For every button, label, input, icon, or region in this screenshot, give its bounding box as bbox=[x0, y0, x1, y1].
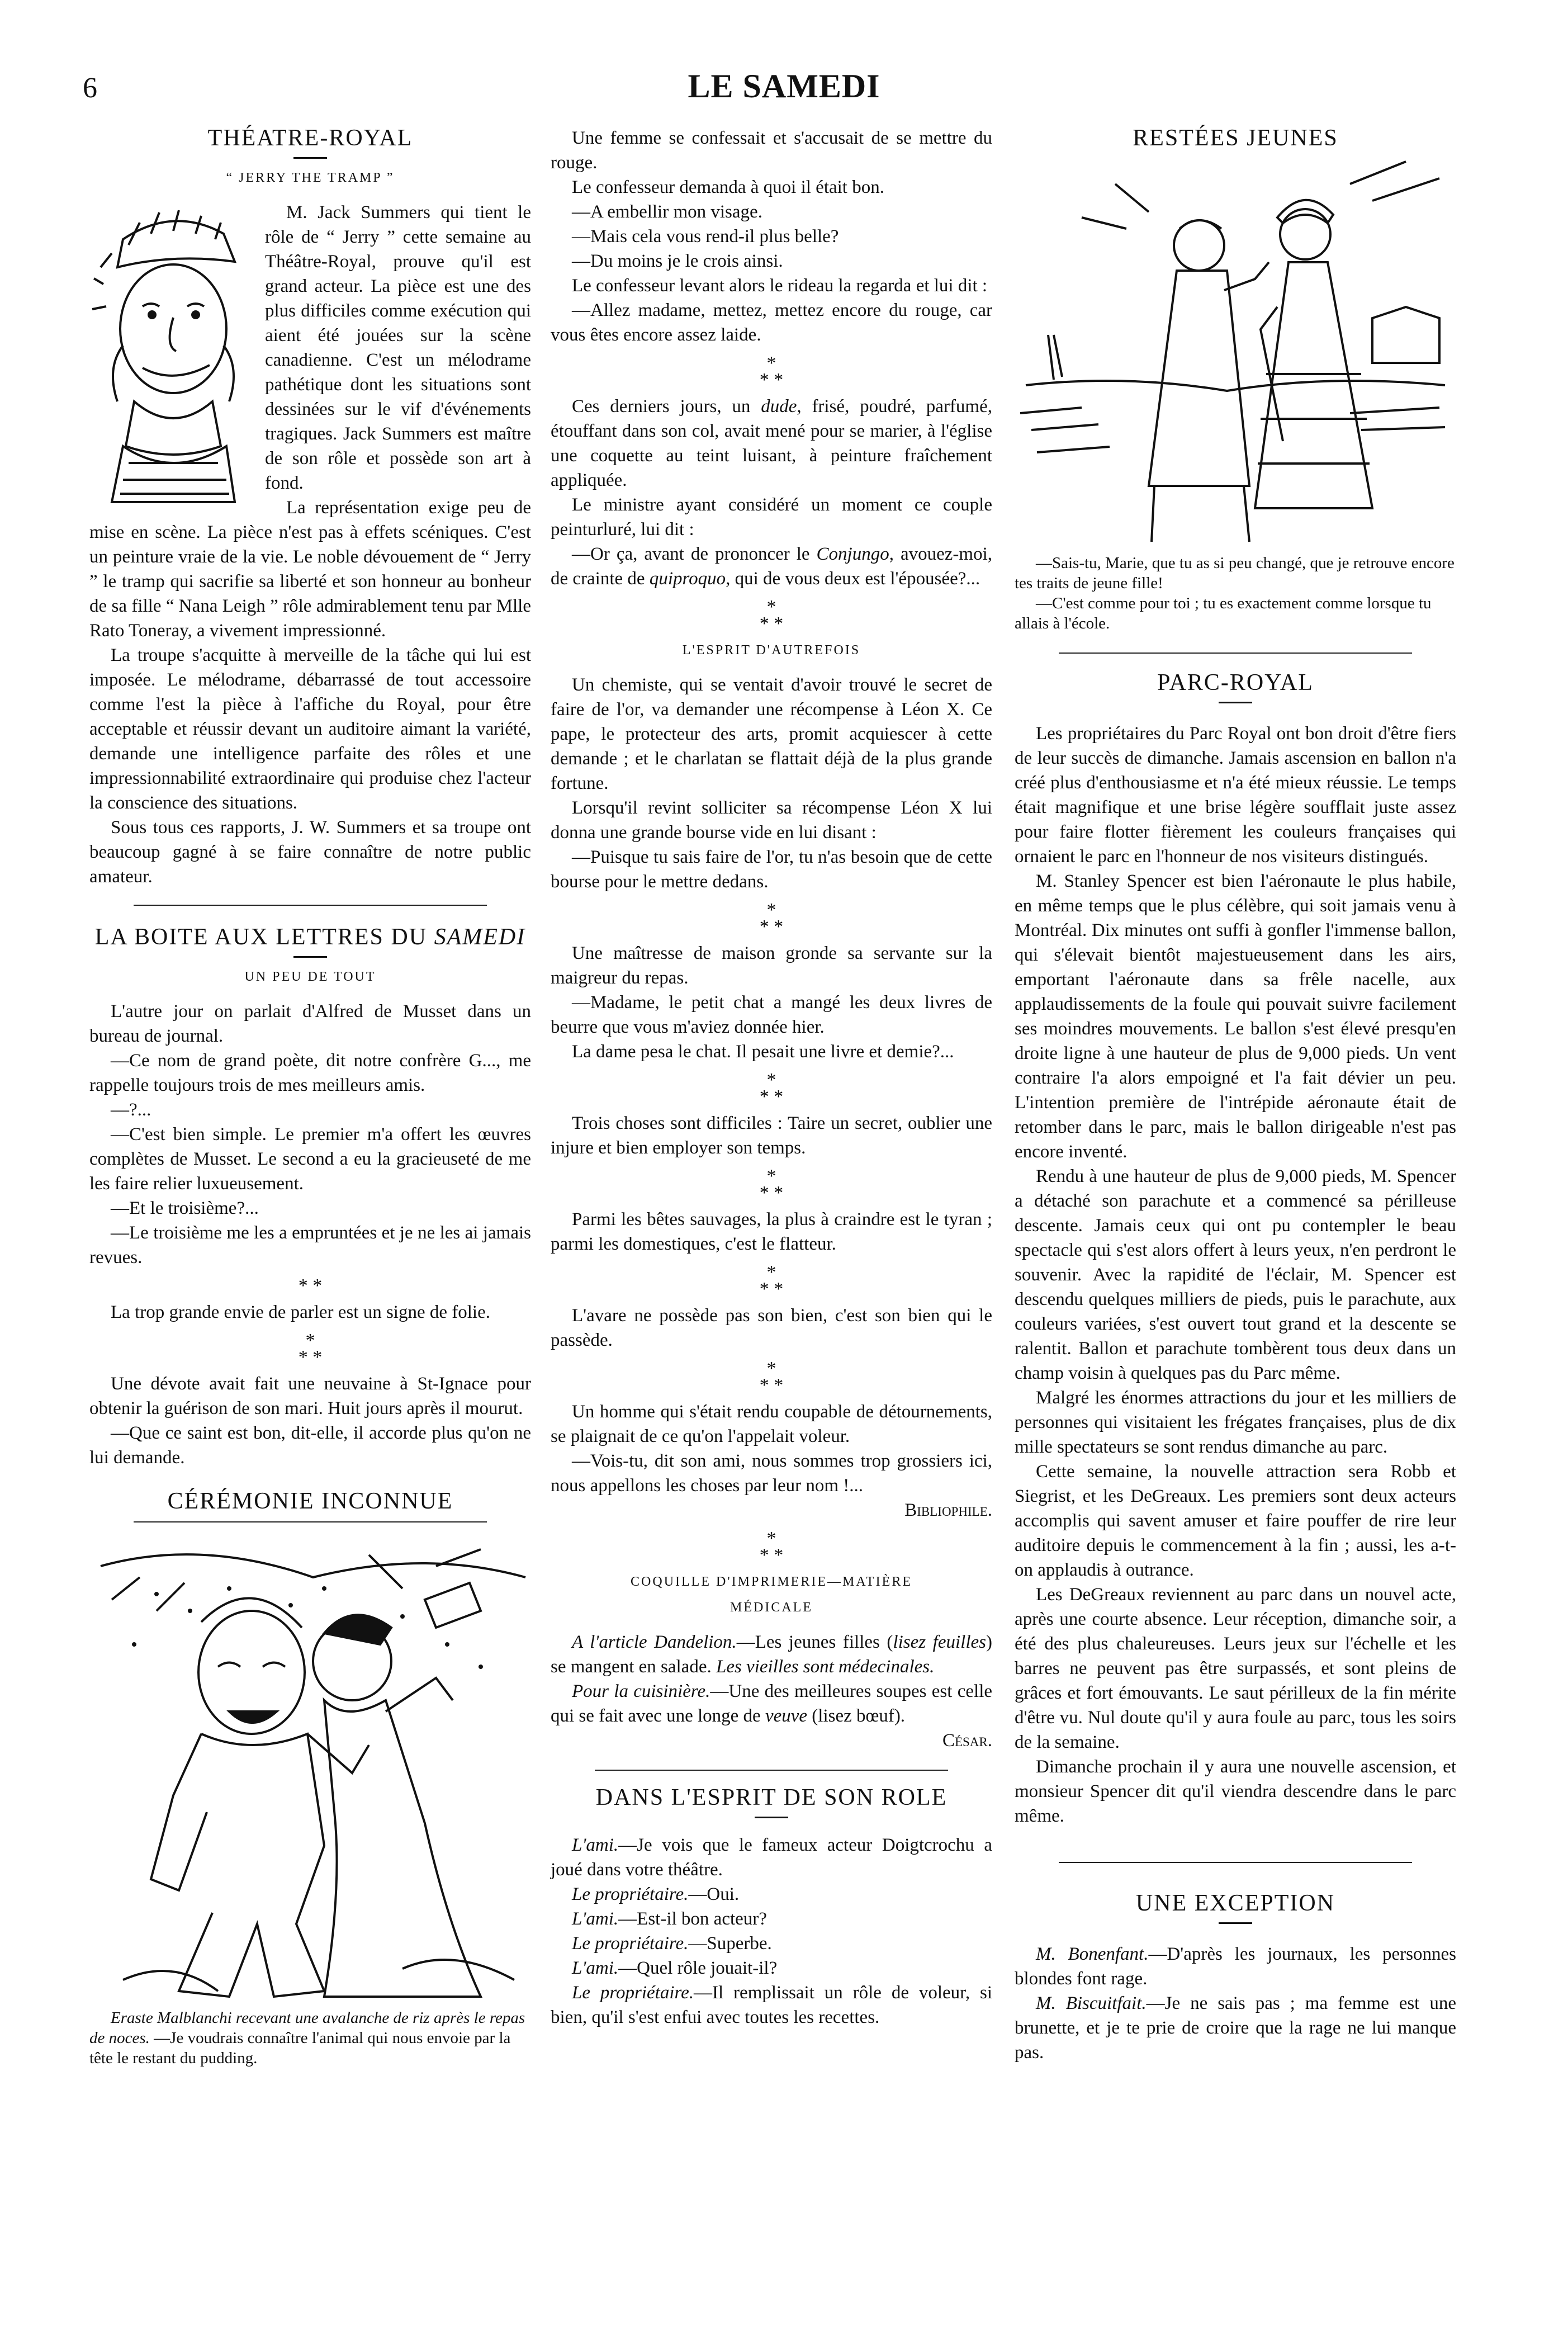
role-text: —Oui. bbox=[688, 1884, 740, 1904]
homme-paragraph: —Vois-tu, dit son ami, nous sommes trop grossiers ici, nous appellons les choses par leur nom !... bbox=[551, 1451, 992, 1496]
section-divider bbox=[595, 1770, 948, 1771]
coquille-italic: lisez feuilles bbox=[893, 1632, 986, 1652]
ceremonie-caption-text: —Je voudrais connaître l'animal qui nous envoie par la tête le restant du pudding. bbox=[89, 2029, 511, 2067]
jack-summers-portrait-illustration bbox=[89, 200, 257, 513]
confesse-paragraph: —Allez madame, mettez, mettez encore du rouge, car vous êtes encore assez laide. bbox=[551, 300, 992, 345]
asterism: * * * bbox=[759, 1262, 784, 1299]
asterism-bottom: * * bbox=[298, 1347, 323, 1368]
exception-line bbox=[1015, 1942, 1456, 1991]
theatre-paragraph: La troupe s'acquitte à merveille de la tâche qui lui est imposée. Le mélodrame, débarrassé de tout accessoire comme l'est la pièce à l'affiche du Royal, pour être acceptable et réussir devant un auditoire aimant la variété, demande une intelligence parfaite des rôles et une impressionnabilité extraordinaire qui produise chez l'acteur la conscience des situations. bbox=[89, 645, 531, 813]
dude-text: —Or ça, avant de prononcer le bbox=[572, 544, 817, 564]
theatre-paragraph: M. Jack Summers qui tient le rôle de “ Jerry ” cette semaine au Théâtre-Royal, prouve qu'il est grand acteur. La pièce est une des plus difficiles comme exécution qui aient été jouées sur la scène canadienne. C'est un mélodrame pathétique dont les situations sont dessinées sur le vif d'événements tragiques. Jack Summers est maître de son rôle et possède son art à fond. bbox=[265, 202, 531, 493]
coquille-italic: Pour la cuisinière. bbox=[572, 1681, 710, 1701]
parc-paragraph: Cette semaine, la nouvelle attraction sera Robb et Siegrist, et les DeGreaux. Les premiers sont deux acteurs accomplis qui savent amuser et faire pouffer de rire leur auditoire depuis le commencement à la fin ; aussi, les a-t-on applaudis à outrance. bbox=[1015, 1462, 1456, 1580]
asterism: * * * bbox=[759, 1528, 784, 1566]
dude-paragraph bbox=[551, 542, 992, 591]
boite-paragraph: —Ce nom de grand poète, dit notre confrère G..., me rappelle toujours trois de mes meilleurs amis. bbox=[89, 1051, 531, 1095]
dude-text: , frisé, poudré, parfumé, étouffant dans son col, avait mené pour se marier, à l'église une coquette au teint luisant, à peinture fraîchement appliquée. bbox=[551, 396, 992, 490]
exception-speaker: M. Bonenfant. bbox=[1036, 1944, 1149, 1964]
section-divider bbox=[1059, 1862, 1412, 1863]
devote-paragraph: Une dévote avait fait une neuvaine à St-Ignace pour obtenir la guérison de son mari. Huit jours après il mourut. bbox=[89, 1374, 531, 1418]
parc-paragraph: Malgré les énormes attractions du jour et les milliers de personnes qui visitaient les frégates françaises, plus de dix mille spectateurs se sont rendus dimanche au parc. bbox=[1015, 1388, 1456, 1457]
avare-paragraph: L'avare ne possède pas son bien, c'est son bien qui le passède. bbox=[551, 1306, 992, 1350]
wedding-rice-illustration bbox=[89, 1533, 531, 2008]
role-line bbox=[551, 1931, 992, 1956]
parc-paragraph: Les DeGreaux reviennent au parc dans un nouvel acte, après une courte absence. Leur réception, dimanche soir, a été des plus chaleureuses. Leurs jeux sur l'échelle et les barres ne peuvent pas être surpassés, et sont pleins de grâces et fort émouvants. Le saut périlleux de la fin mérite d'être vu. Nul doute qu'il y aura foule au parc, tous les soirs de la semaine. bbox=[1015, 1585, 1456, 1752]
envie-paragraph: La trop grande envie de parler est un signe de folie. bbox=[111, 1302, 490, 1322]
coquille-text: ) se mangent en salade. bbox=[551, 1632, 992, 1677]
asterism-top: * bbox=[305, 1330, 315, 1351]
coquille-text: —Les jeunes filles ( bbox=[736, 1632, 893, 1652]
exception-heading: UNE EXCEPTION bbox=[1135, 1890, 1335, 1916]
restees-heading: RESTÉES JEUNES bbox=[1133, 125, 1338, 151]
dude-text: , qui de vous deux est l'épousée?... bbox=[726, 569, 980, 589]
autrefois-subheading: L'ESPRIT D'AUTREFOIS bbox=[682, 643, 861, 658]
role-text: —Quel rôle jouait-il? bbox=[618, 1958, 778, 1978]
restees-caption-2: —C'est comme pour toi ; tu es exactement comme lorsque tu allais à l'école. bbox=[1015, 594, 1432, 632]
ceremonie-heading: CÉRÉMONIE INCONNUE bbox=[167, 1488, 453, 1514]
theatre-paragraph: La représentation exige peu de mise en scène. La pièce n'est pas à effets scéniques. C'est un peinture vraie de la vie. Le noble dévouement de “ Jerry ” le tramp qui sacrifie sa liberté et son honneur au bonheur de sa fille “ Nana Leigh ” rôle admirablement tenu par Mlle Rato Toneray, a vivement impressionné. bbox=[89, 498, 531, 641]
dude-paragraph bbox=[551, 394, 992, 493]
role-line bbox=[551, 1882, 992, 1907]
theatre-paragraph: Sous tous ces rapports, J. W. Summers et sa troupe ont beaucoup gagné à se faire connaître de notre public amateur. bbox=[89, 817, 531, 887]
trois-choses-paragraph: Trois choses sont difficiles : Taire un secret, oublier une injure et bien employer son temps. bbox=[551, 1113, 992, 1158]
role-line bbox=[551, 1956, 992, 1980]
exception-text: —D'après les journaux, les personnes blondes font rage. bbox=[1015, 1944, 1456, 1989]
section-divider bbox=[1059, 652, 1412, 654]
maitresse-paragraph: La dame pesa le chat. Il pesait une livre et demie?... bbox=[572, 1042, 954, 1062]
role-text: —Je vois que le fameux acteur Doigtcrochu a joué dans votre théâtre. bbox=[551, 1835, 992, 1880]
asterism: * * bbox=[298, 1275, 323, 1296]
confesse-paragraph: —Mais cela vous rend-il plus belle? bbox=[572, 226, 839, 247]
role-speaker: Le propriétaire. bbox=[572, 1884, 689, 1904]
column-1 bbox=[89, 126, 531, 2068]
role-speaker: L'ami. bbox=[572, 1958, 619, 1978]
boite-paragraph: L'autre jour on parlait d'Alfred de Musset dans un bureau de journal. bbox=[89, 1001, 531, 1046]
asterism bbox=[89, 1332, 531, 1366]
masthead: LE SAMEDI bbox=[688, 68, 880, 105]
boite-paragraph: —?... bbox=[111, 1100, 151, 1120]
role-text: —Est-il bon acteur? bbox=[618, 1909, 767, 1929]
coquille-text: (lisez bœuf). bbox=[807, 1706, 906, 1726]
role-text: —Superbe. bbox=[688, 1933, 772, 1954]
parc-paragraph: Dimanche prochain il y aura une nouvelle ascension, et monsieur Spencer dit qu'il viendra descendre dans le parc même. bbox=[1015, 1757, 1456, 1826]
parc-heading: PARC-ROYAL bbox=[1157, 670, 1314, 696]
role-line bbox=[551, 1907, 992, 1931]
confesse-paragraph: —Du moins je le crois ainsi. bbox=[572, 251, 783, 271]
dude-italic: dude bbox=[761, 396, 797, 417]
maitresse-paragraph: Une maîtresse de maison gronde sa servante sur la maigreur du repas. bbox=[551, 943, 992, 988]
coquille-italic: A l'article Dandelion. bbox=[572, 1632, 737, 1652]
role-text: —Il remplissait un rôle de voleur, si bien, qu'il s'est enfui avec toutes les recettes. bbox=[551, 1983, 992, 2027]
dude-paragraph: Le ministre ayant considéré un moment ce couple peinturluré, lui dit : bbox=[551, 495, 992, 540]
boite-heading-text: LA BOITE AUX LETTRES DU bbox=[94, 924, 434, 950]
role-line bbox=[551, 1833, 992, 1882]
dude-text: Ces derniers jours, un bbox=[572, 396, 761, 417]
role-speaker: Le propriétaire. bbox=[572, 1933, 689, 1954]
saint-paragraph: —Que ce saint est bon, dit-elle, il accorde plus qu'on ne lui demande. bbox=[89, 1423, 531, 1468]
autrefois-paragraph: —Puisque tu sais faire de l'or, tu n'as besoin que de cette bourse pour le mettre dedans. bbox=[551, 847, 992, 892]
maitresse-paragraph: —Madame, le petit chat a mangé les deux livres de beurre que vous m'aviez donnée hier. bbox=[551, 992, 992, 1037]
coquille-text: —Une des meilleures soupes est celle qui se fait avec une longe de bbox=[551, 1681, 993, 1726]
confesse-paragraph: Le confesseur levant alors le rideau la regarda et lui dit : bbox=[572, 276, 988, 296]
conjungo-italic: Conjungo bbox=[816, 544, 889, 564]
role-speaker: Le propriétaire. bbox=[572, 1983, 694, 2003]
confesse-paragraph: Le confesseur demanda à quoi il était bon. bbox=[572, 177, 884, 197]
quiproquo-italic: quiproquo bbox=[649, 569, 726, 589]
coquille-subheading-line2: MÉDICALE bbox=[730, 1600, 813, 1615]
section-divider bbox=[134, 1521, 487, 1522]
asterism: * * * bbox=[759, 1070, 784, 1107]
divider bbox=[1219, 1922, 1252, 1924]
divider bbox=[755, 1817, 788, 1818]
ceremonie-caption bbox=[89, 2008, 531, 2068]
betes-paragraph: Parmi les bêtes sauvages, la plus à craindre est le tyran ; parmi les domestiques, c'est le flatteur. bbox=[551, 1209, 992, 1254]
asterism: * * * bbox=[759, 900, 784, 937]
boite-heading-italic: SAMEDI bbox=[434, 924, 526, 950]
section-divider bbox=[134, 905, 487, 906]
divider bbox=[293, 956, 327, 958]
boite-paragraph: —Le troisième me les a empruntées et je ne les ai jamais revues. bbox=[89, 1223, 531, 1268]
boite-paragraph: —C'est bien simple. Le premier m'a offert les œuvres complètes de Musset. Le second a eu la gracieuseté de me les faire relier luxueusement. bbox=[89, 1124, 531, 1194]
column-2 bbox=[551, 126, 992, 2030]
signature-bibliophile: Bibliophile. bbox=[904, 1500, 992, 1520]
parc-paragraph: M. Stanley Spencer est bien l'aéronaute le plus habile, en même temps que le plus célèbre, qui soit jamais venu à Montréal. Dix minutes ont suffi à gonfler l'immense ballon, qui s'élevait bientôt majestueusement dans les airs, emportant l'aéronaute dans sa frêle nacelle, aux applaudissements de la foule qui pouvait suivre facilement ses moindres mouvements. Le ballon s'est élevé presqu'en droite ligne à une hauteur de plus de 9,000 pieds. Un vent contraire l'a alors empoigné et l'a fait dévier un peu. L'intention première de l'intrépide aéronaute était de retomber dans le parc, mais le ballon dirigeable n'est pas encore inventé. bbox=[1015, 871, 1456, 1162]
coquille-paragraph bbox=[551, 1630, 992, 1679]
ceremonie-caption-italic: Eraste Malblanchi recevant une avalanche de riz après le repas de noces. bbox=[89, 2009, 525, 2047]
parc-paragraph: Les propriétaires du Parc Royal ont bon droit d'être fiers de leur succès de dimanche. Jamais ascension en ballon n'a créé plus d'enthousiasme et n'a été mieux réussie. Le temps était magnifique et une brise légère soufflait juste assez pour faire flotter fièrement les couleurs françaises qui ornaient le parc en l'honneur de nos visiteurs distingués. bbox=[1015, 724, 1456, 867]
asterism: * * * bbox=[759, 1358, 784, 1396]
confesse-paragraph: Une femme se confessait et s'accusait de se mettre du rouge. bbox=[551, 128, 992, 173]
exception-line bbox=[1015, 1991, 1456, 2065]
autrefois-paragraph: Un chemiste, qui se ventait d'avoir trouvé le secret de faire de l'or, va demander une récompense à Léon X. Ce pape, le protecteur des arts, promit acquiescer à cette demande ; et le charlatan se flattait déjà de la plus grande fortune. bbox=[551, 675, 992, 793]
role-heading: DANS L'ESPRIT DE SON ROLE bbox=[595, 1785, 948, 1810]
confesse-paragraph: —A embellir mon visage. bbox=[572, 202, 762, 222]
coquille-italic: Les vieilles sont médecinales. bbox=[716, 1657, 935, 1677]
boite-heading bbox=[89, 925, 531, 949]
theatre-heading: THÉATRE-ROYAL bbox=[207, 125, 413, 151]
homme-paragraph: Un homme qui s'était rendu coupable de détournements, se plaignait de ce qu'on l'appelait voleur. bbox=[551, 1402, 992, 1446]
two-old-women-illustration bbox=[1015, 150, 1456, 553]
asterism: * * * bbox=[759, 1166, 784, 1203]
parc-paragraph: Rendu à une hauteur de plus de 9,000 pieds, M. Spencer a détaché son parachute et a commencé sa périlleuse descente. Jamais ceux qui ont pu contempler le beau spectacle qui s'est alors offert à leurs yeux, n'en perdront le souvenir. Avec la rapidité de l'éclair, M. Spencer est descendu quelques milliers de pieds, puis le parachute, aux couleurs variées, s'est ouvert tout grand et la descente se ralentit. Ballon et parachute tombèrent tous deux dans un champ voisin à quelques pas du Parc même. bbox=[1015, 1166, 1456, 1383]
role-speaker: L'ami. bbox=[572, 1909, 619, 1929]
exception-speaker: M. Biscuitfait. bbox=[1036, 1993, 1147, 2013]
column-3 bbox=[1015, 126, 1456, 2065]
autrefois-paragraph: Lorsqu'il revint solliciter sa récompense Léon X lui donna une grande bourse vide en lui disant : bbox=[551, 798, 992, 843]
divider bbox=[293, 157, 327, 159]
asterism: * * * bbox=[759, 353, 784, 390]
restees-caption-1: —Sais-tu, Marie, que tu as si peu changé, que je retrouve encore tes traits de jeune fille! bbox=[1015, 554, 1455, 592]
role-line bbox=[551, 1980, 992, 2030]
coquille-paragraph bbox=[551, 1679, 992, 1728]
coquille-italic: veuve bbox=[765, 1706, 808, 1726]
boite-subheading: UN PEU DE TOUT bbox=[244, 970, 376, 984]
boite-paragraph: —Et le troisième?... bbox=[111, 1198, 259, 1218]
divider bbox=[1219, 702, 1252, 703]
dude-text: , avouez-moi, de crainte de bbox=[551, 544, 992, 589]
role-speaker: L'ami. bbox=[572, 1835, 619, 1855]
theatre-subheading: “ JERRY THE TRAMP ” bbox=[226, 171, 395, 185]
signature-cesar: César. bbox=[942, 1730, 992, 1751]
coquille-subheading-line1: COQUILLE D'IMPRIMERIE—MATIÈRE bbox=[631, 1574, 912, 1589]
exception-text: —Je ne sais pas ; ma femme est une brunette, et je te prie de croire que la rage ne lui manque pas. bbox=[1015, 1993, 1456, 2063]
page-number: 6 bbox=[83, 72, 97, 104]
asterism: * * * bbox=[759, 597, 784, 634]
